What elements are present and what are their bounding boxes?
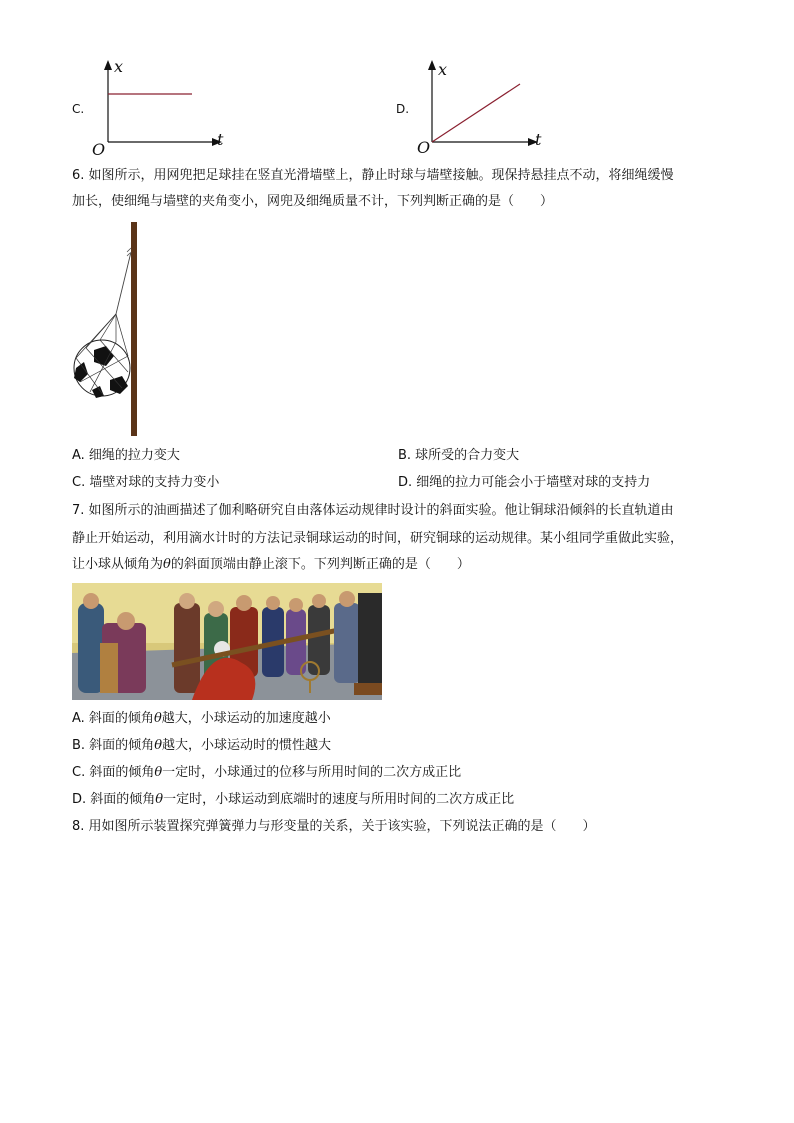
q6-option-d: D. 细绳的拉力可能会小于墙壁对球的支持力 <box>398 475 651 490</box>
q7-option-a: A. 斜面的倾角θ越大，小球运动的加速度越小 <box>72 711 331 726</box>
graph-d-origin: O <box>417 138 431 157</box>
graph-d-line <box>432 84 520 142</box>
graph-c-y-arrow <box>104 60 112 70</box>
q7-option-b: B. 斜面的倾角θ越大，小球运动时的惯性越大 <box>72 738 332 753</box>
graph-c-origin: O <box>92 140 106 159</box>
q7-stem-line3: 让小球从倾角为θ的斜面顶端由静止滚下。下列判断正确的是（ ） <box>72 557 470 572</box>
right-figures <box>334 591 382 695</box>
galileo-painting <box>72 583 382 700</box>
string <box>116 252 131 314</box>
graph-d-x-label: x <box>438 60 448 79</box>
graph-d-t-label: t <box>535 130 542 149</box>
q7-stem-line2: 静止开始运动，利用滴水计时的方法记录铜球运动的时间，研究铜球的运动规律。某小组同学重做此实验， <box>72 531 684 546</box>
q6-stem-line2: 加长，使细绳与墙壁的夹角变小，网兜及细绳质量不计，下列判断正确的是（ ） <box>72 194 554 209</box>
graph-c-t-label: t <box>217 130 224 149</box>
graph-c <box>92 58 232 158</box>
football-net-figure <box>70 222 150 438</box>
q6-option-a: A. 细绳的拉力变大 <box>72 448 180 463</box>
option-c-label: C. <box>72 102 85 116</box>
q7-option-c: C. 斜面的倾角θ一定时，小球通过的位移与所用时间的二次方成正比 <box>72 765 462 780</box>
graph-c-x-label: x <box>114 57 124 76</box>
q7-stem-line1: 7. 如图所示的油画描述了伽利略研究自由落体运动规律时设计的斜面实验。他让铜球沿倾斜的长直轨道由 <box>72 503 674 518</box>
graph-d-y-arrow <box>428 60 436 70</box>
wall <box>131 222 137 436</box>
q8-stem: 8. 用如图所示装置探究弹簧弹力与形变量的关系，关于该实验，下列说法正确的是（ ） <box>72 819 596 834</box>
option-d-label: D. <box>396 102 410 116</box>
q6-stem-line1: 6. 如图所示，用网兜把足球挂在竖直光滑墙壁上，静止时球与墙壁接触。现保持悬挂点不动，将细绳缓慢 <box>72 168 674 183</box>
q6-option-b: B. 球所受的合力变大 <box>398 448 520 463</box>
q6-option-c: C. 墙壁对球的支持力变小 <box>72 475 220 490</box>
q7-option-d: D. 斜面的倾角θ一定时，小球运动到底端时的速度与所用时间的二次方成正比 <box>72 792 515 807</box>
